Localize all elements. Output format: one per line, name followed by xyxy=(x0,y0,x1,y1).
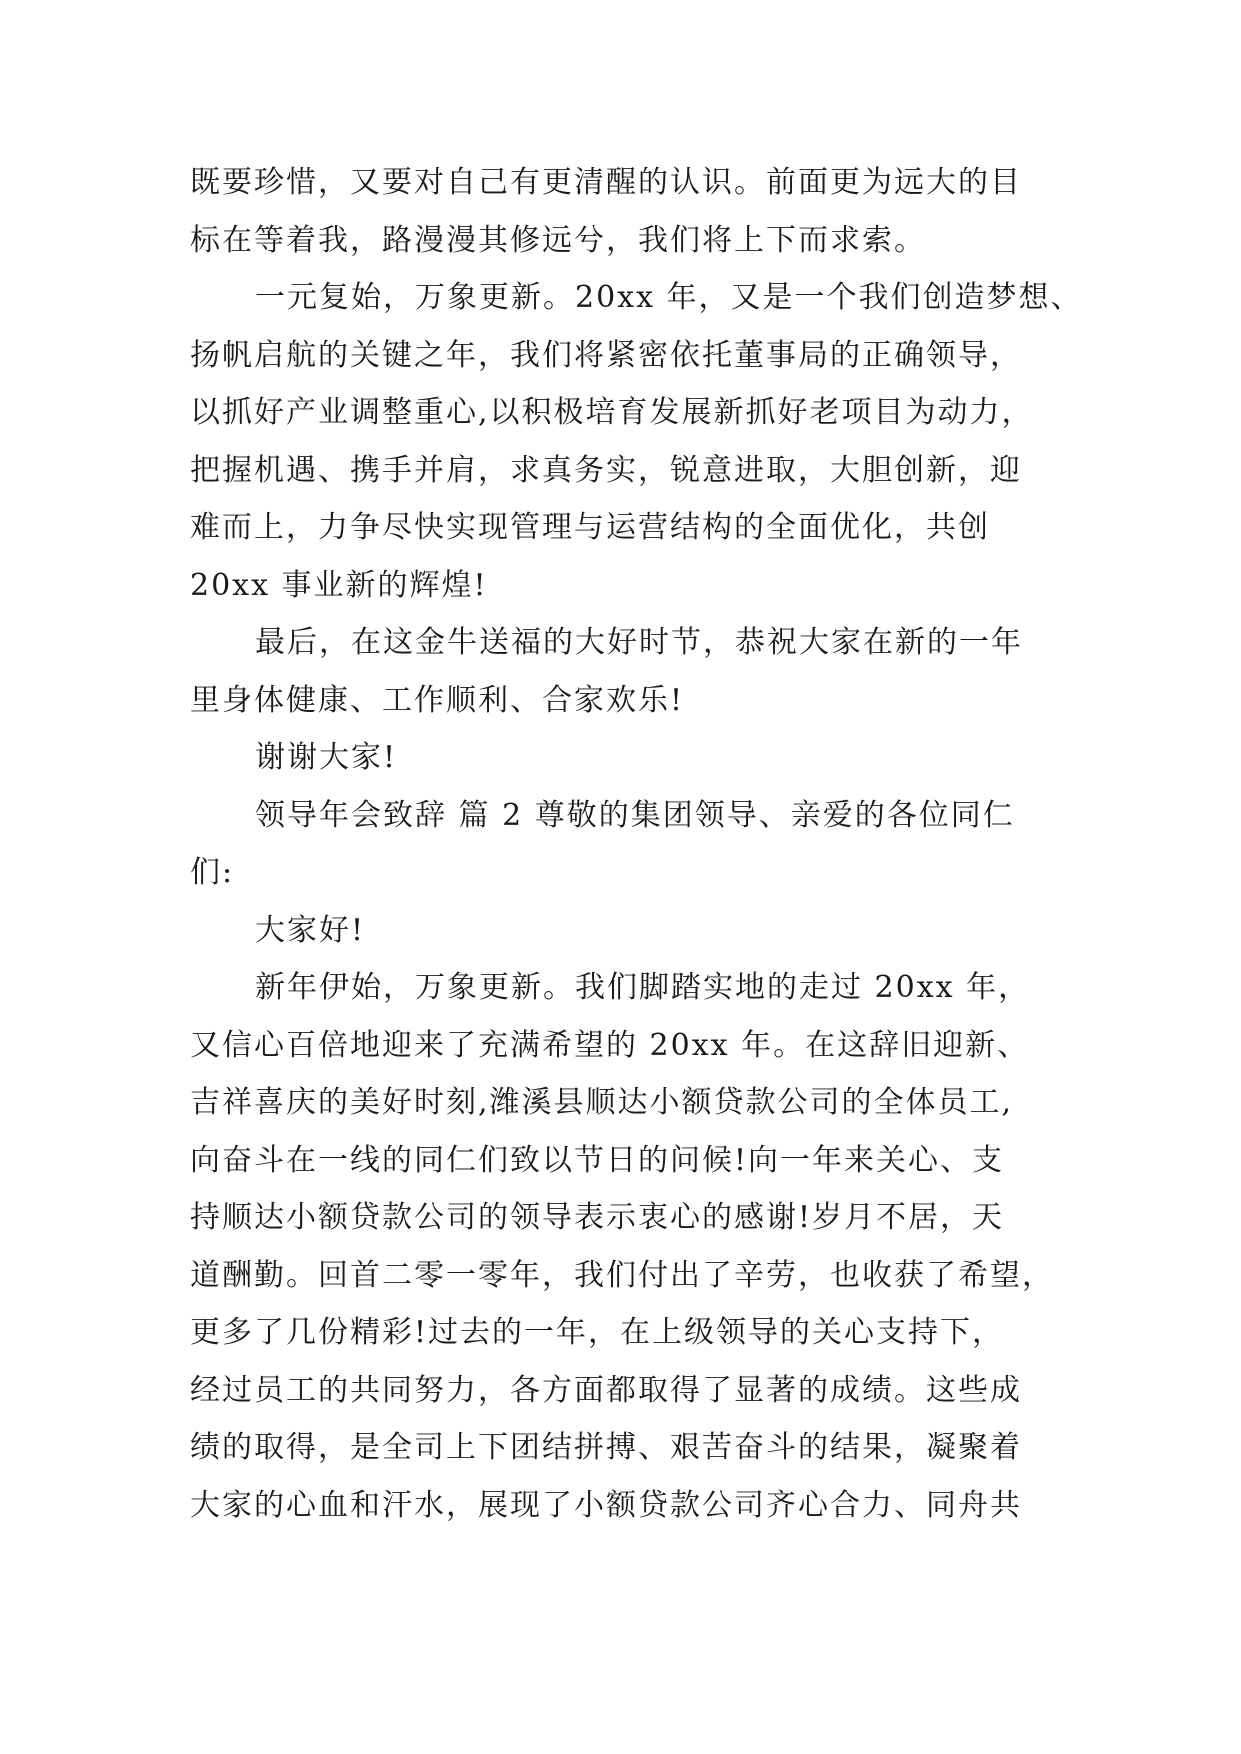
text-line: 标在等着我，路漫漫其修远兮，我们将上下而求索。 xyxy=(190,223,926,258)
text-line: 扬帆启航的关键之年，我们将紧密依托董事局的正确领导， xyxy=(190,338,1022,373)
text-line: 20xx 事业新的辉煌! xyxy=(190,568,488,603)
text-line: 绩的取得，是全司上下团结拼搏、艰苦奋斗的结果，凝聚着 xyxy=(190,1430,1022,1465)
text-line: 把握机遇、携手并肩，求真务实，锐意进取，大胆创新，迎 xyxy=(190,453,1022,488)
text-line: 持顺达小额贷款公司的领导表示衷心的感谢!岁月不居，天 xyxy=(190,1200,1005,1235)
text-line: 经过员工的共同努力，各方面都取得了显著的成绩。这些成 xyxy=(190,1373,1022,1408)
text-line: 里身体健康、工作顺利、合家欢乐! xyxy=(190,683,685,718)
text-line: 新年伊始，万象更新。我们脚踏实地的走过 20xx 年， xyxy=(255,970,1031,1005)
text-line: 向奋斗在一线的同仁们致以节日的问候!向一年来关心、支 xyxy=(190,1143,1005,1178)
text-line: 既要珍惜，又要对自己有更清醒的认识。前面更为远大的目 xyxy=(190,165,1022,200)
text-line: 道酬勤。回首二零一零年，我们付出了辛劳，也收获了希望， xyxy=(190,1258,1054,1293)
text-line: 谢谢大家! xyxy=(255,740,398,775)
text-line: 们: xyxy=(190,855,235,890)
text-line: 又信心百倍地迎来了充满希望的 20xx 年。在这辞旧迎新、 xyxy=(190,1028,1030,1063)
text-line: 以抓好产业调整重心,以积极培育发展新抓好老项目为动力， xyxy=(190,395,1034,430)
text-line: 最后，在这金牛送福的大好时节，恭祝大家在新的一年 xyxy=(255,625,1023,660)
text-line: 大家的心血和汗水，展现了小额贷款公司齐心合力、同舟共 xyxy=(190,1488,1022,1523)
text-line: 吉祥喜庆的美好时刻,潍溪县顺达小额贷款公司的全体员工, xyxy=(190,1085,1014,1120)
text-line: 领导年会致辞 篇 2 尊敬的集团领导、亲爱的各位同仁 xyxy=(255,798,1015,833)
text-line: 大家好! xyxy=(255,913,366,948)
text-line: 难而上，力争尽快实现管理与运营结构的全面优化，共创 xyxy=(190,510,990,545)
text-line: 更多了几份精彩!过去的一年，在上级领导的关心支持下， xyxy=(190,1315,1005,1350)
text-line: 一元复始，万象更新。20xx 年，又是一个我们创造梦想、 xyxy=(255,280,1083,315)
